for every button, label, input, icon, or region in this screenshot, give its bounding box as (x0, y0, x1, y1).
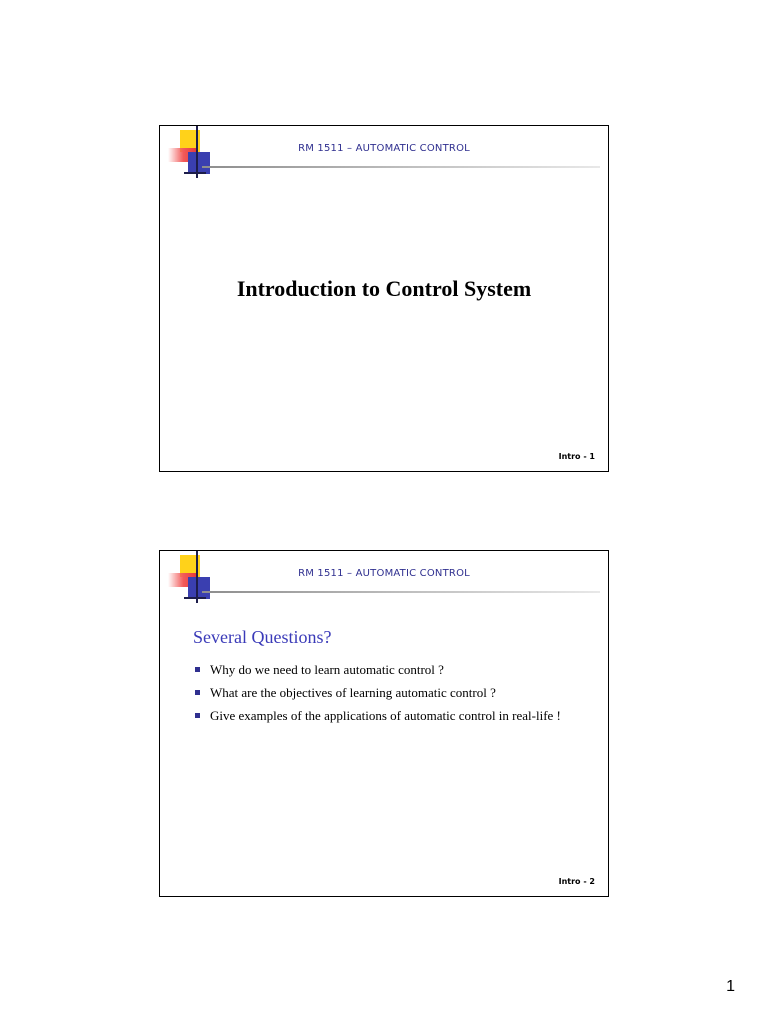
slide-heading: Several Questions? (193, 627, 332, 647)
bullet-text: Why do we need to learn automatic control ? (210, 662, 444, 677)
bullet-list (194, 661, 574, 730)
header-divider (202, 166, 600, 168)
slide-title: Introduction to Control System (236, 276, 532, 301)
bullet-text: Give examples of the applications of automatic control in real-life ! (210, 708, 561, 723)
slide-1 (159, 125, 609, 472)
slide-header-title: RM 1511 – AUTOMATIC CONTROL (298, 568, 470, 579)
square-bullet-icon (195, 667, 200, 672)
slide-logo-icon (160, 126, 220, 186)
bullet-item (194, 707, 574, 725)
bullet-item (194, 661, 574, 679)
square-bullet-icon (195, 690, 200, 695)
slide-footer: Intro - 1 (558, 452, 595, 461)
slide-header-title: RM 1511 – AUTOMATIC CONTROL (298, 143, 470, 154)
slide-logo-icon (160, 551, 220, 611)
page-number: 1 (726, 978, 735, 995)
slide-footer: Intro - 2 (558, 877, 595, 886)
square-bullet-icon (195, 713, 200, 718)
slide-2 (159, 550, 609, 897)
bullet-item (194, 684, 574, 702)
header-divider (202, 591, 600, 593)
bullet-text: What are the objectives of learning automatic control ? (210, 685, 496, 700)
